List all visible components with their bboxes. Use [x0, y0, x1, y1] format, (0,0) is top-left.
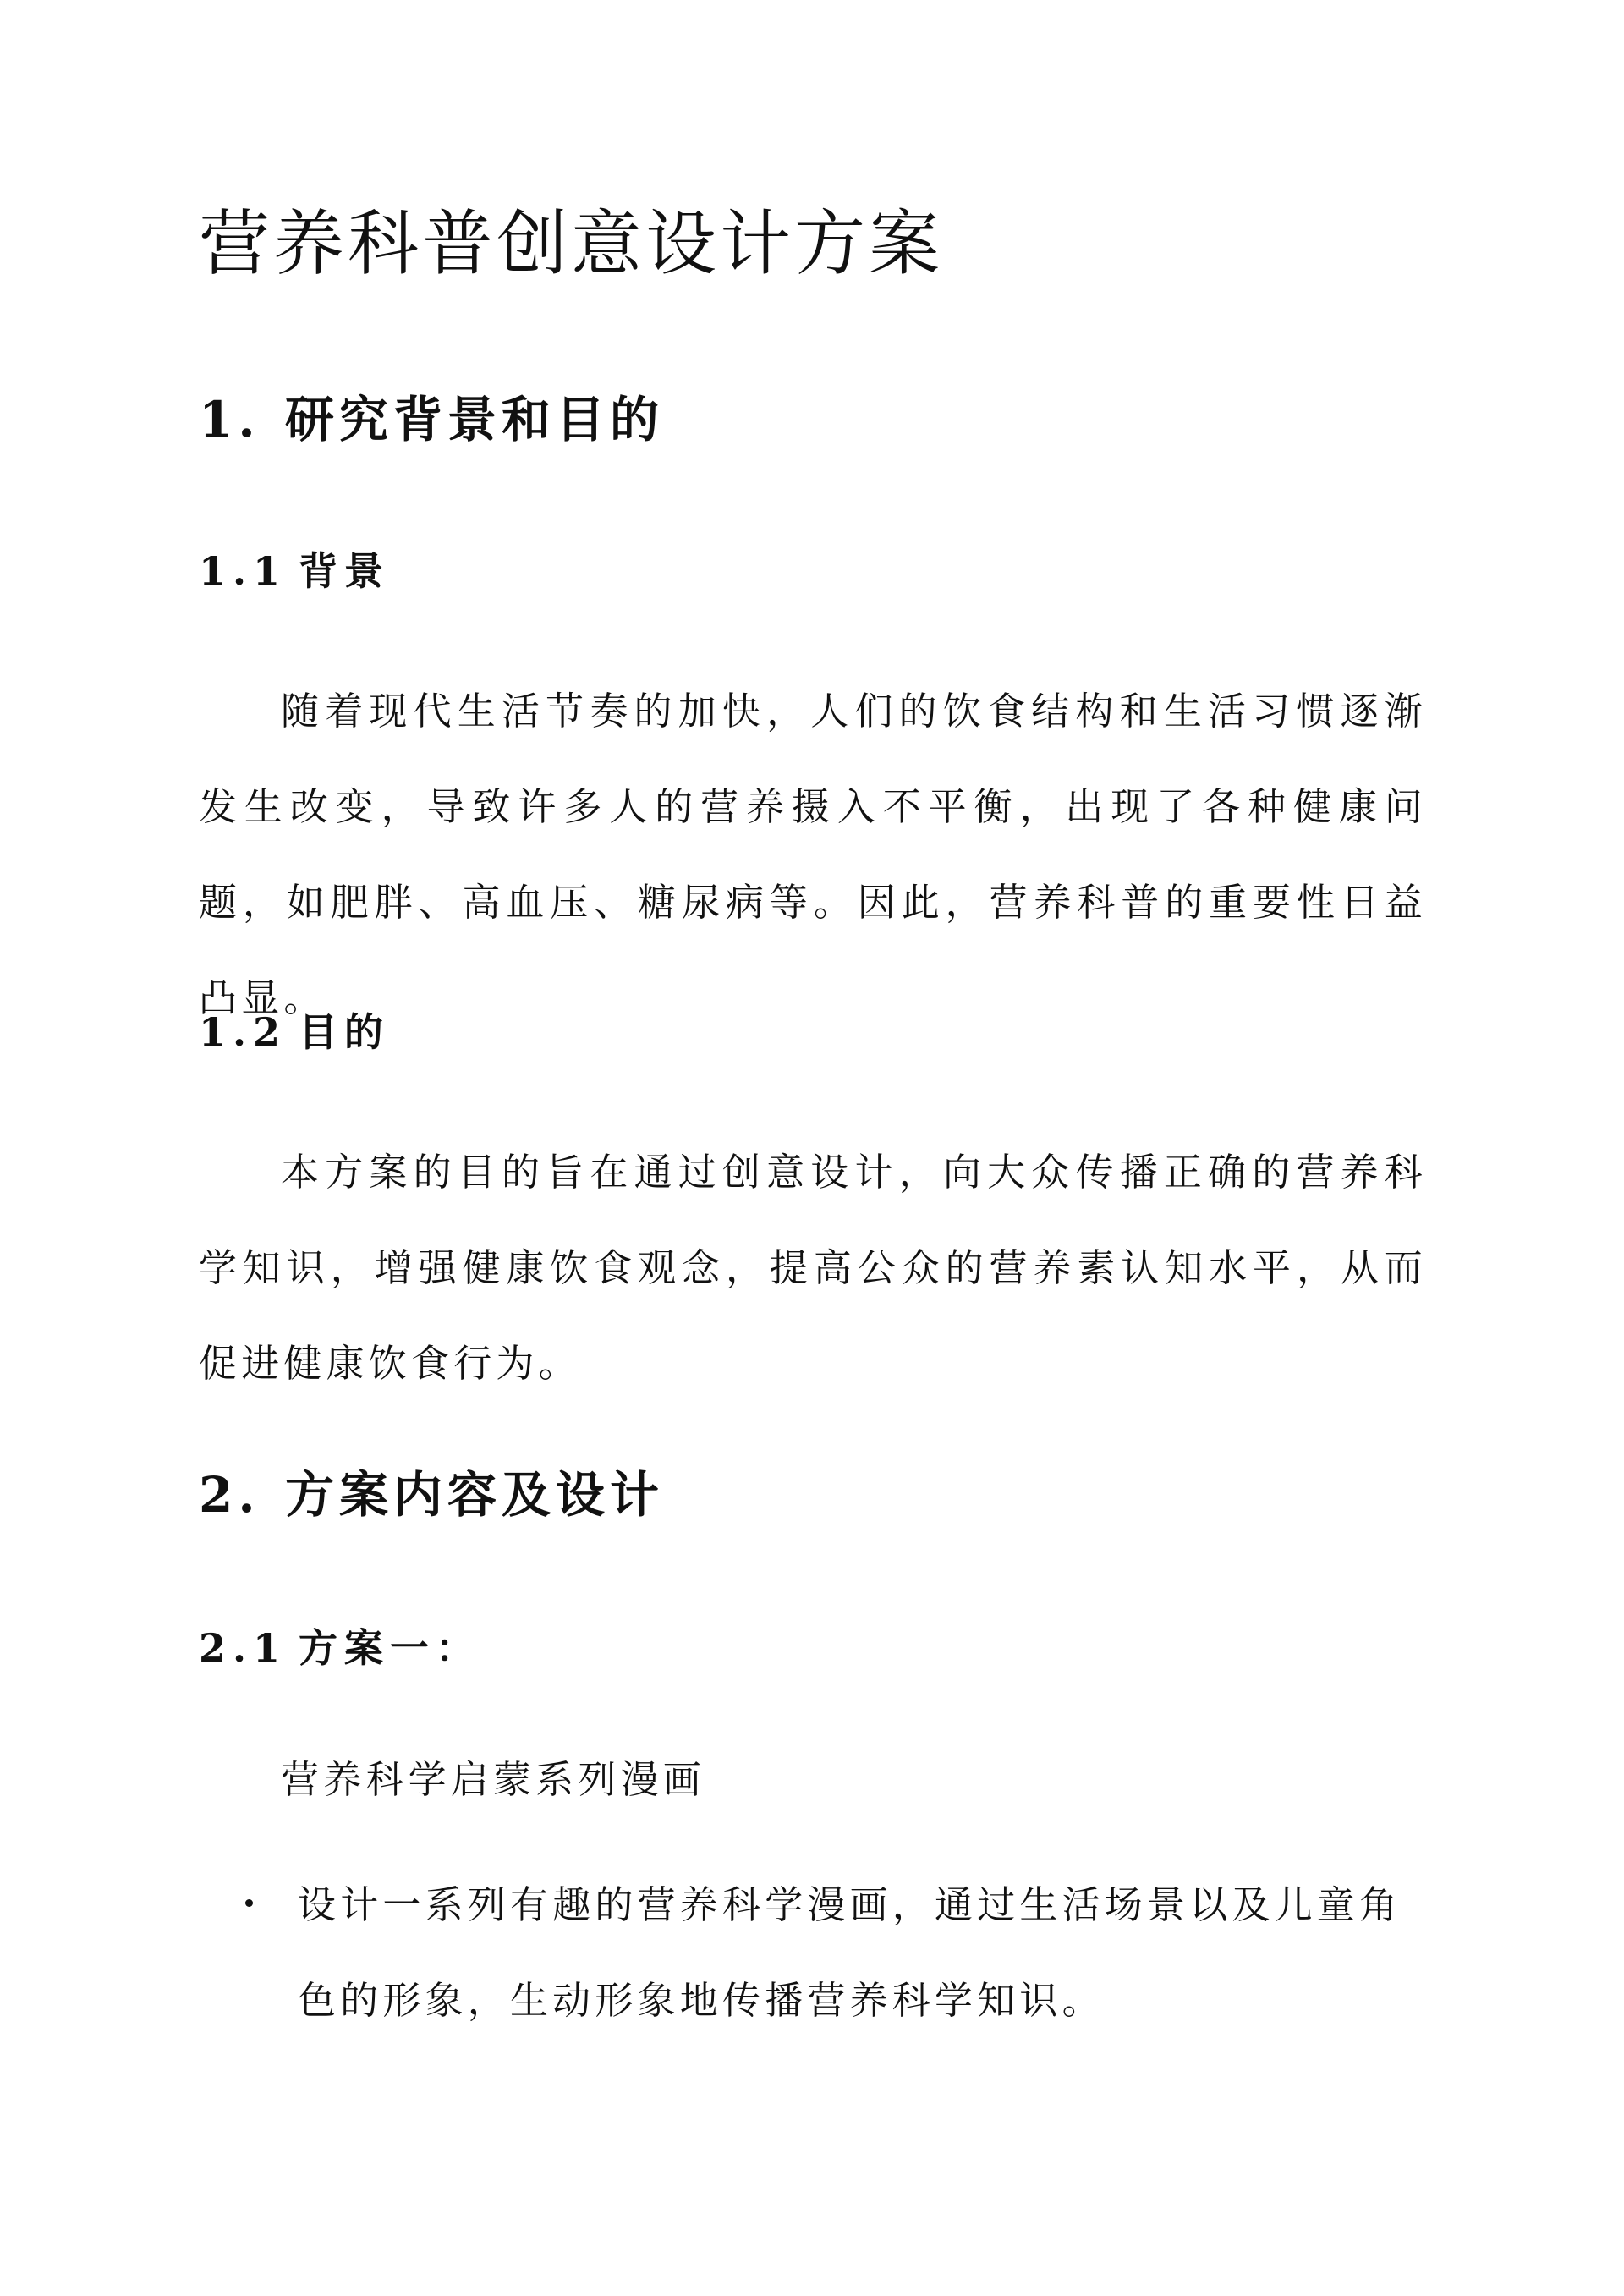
bullet-text: 设计一系列有趣的营养科学漫画，通过生活场景以及儿童角色的形象，生动形象地传播营养科学知识。 [298, 1882, 1402, 2023]
subsection-heading [199, 548, 390, 595]
subsection-heading [199, 1625, 481, 1672]
section-title: 方案内容及设计 [285, 1466, 665, 1524]
bullet-list [245, 1857, 1429, 2048]
subsection-title: 方案一： [299, 1625, 481, 1671]
section-heading [199, 1466, 664, 1525]
subsection-number: 2.1 [199, 1625, 288, 1671]
bullet-item [245, 1857, 1429, 2048]
subsection-title: 目的 [299, 1009, 390, 1055]
subsection-title: 背景 [299, 548, 390, 594]
section-title: 研究背景和目的 [285, 391, 665, 448]
body-paragraph: 本方案的目的旨在通过创意设计，向大众传播正确的营养科学知识，增强健康饮食观念，提高公众的营养素认知水平，从而促进健康饮食行为。 [199, 1150, 1427, 1386]
section-number: 1. [199, 391, 261, 448]
subsection-heading [199, 1009, 390, 1056]
subsection-number: 1.2 [199, 1009, 288, 1055]
bullet-icon [245, 1899, 253, 1907]
plain-line: 营养科学启蒙系列漫画 [281, 1757, 706, 1802]
subsection-number: 1.1 [199, 548, 288, 594]
section-heading [199, 391, 664, 450]
section-number: 2. [199, 1466, 261, 1524]
document-title: 营养科普创意设计方案 [199, 202, 944, 285]
body-paragraph: 随着现代生活节奏的加快，人们的饮食结构和生活习惯逐渐发生改变，导致许多人的营养摄入不平衡，出现了各种健康问题，如肥胖、高血压、糖尿病等。因此，营养科普的重要性日益凸显。 [199, 689, 1427, 1020]
